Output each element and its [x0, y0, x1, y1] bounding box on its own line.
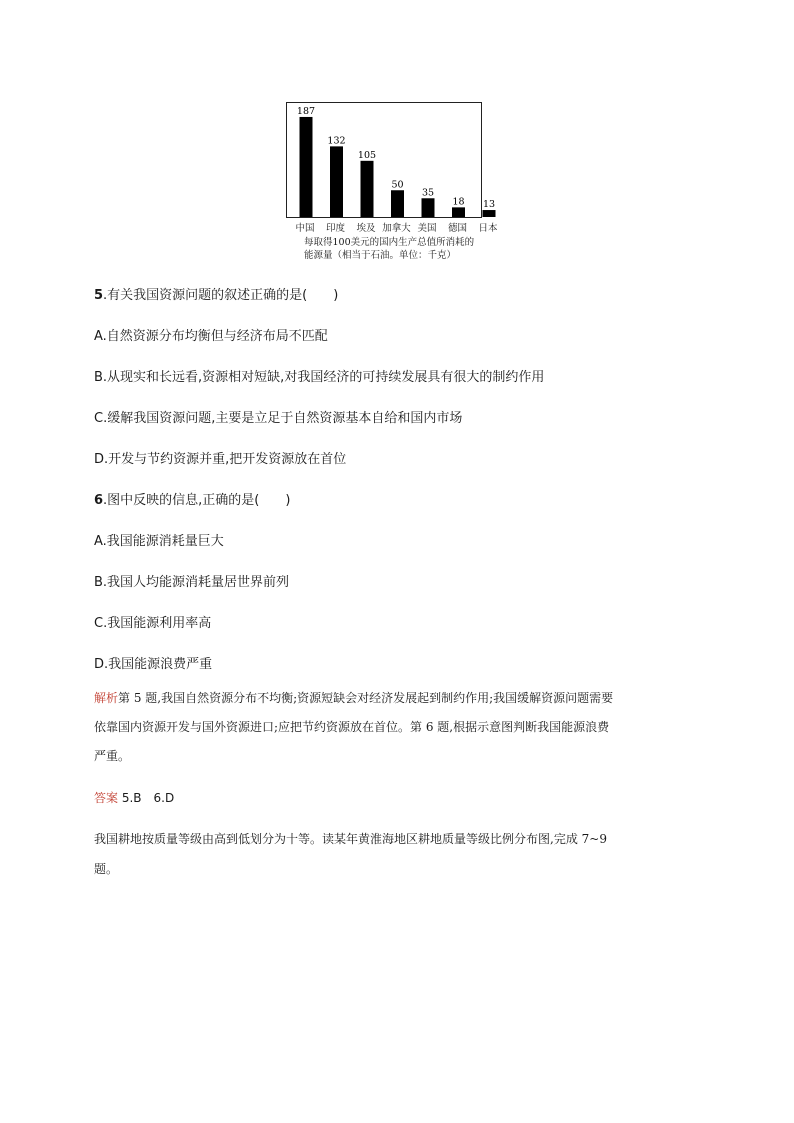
question-6 [94, 489, 290, 508]
category-label: 埃及 [356, 223, 376, 234]
question-text: .图中反映的信息,正确的是( ) [103, 493, 291, 508]
category-label: 日本 [478, 223, 498, 234]
question-text: .有关我国资源问题的叙述正确的是( ) [103, 288, 339, 303]
intro-line-2: 题。 [94, 862, 119, 876]
chart-frame [286, 102, 496, 218]
q5-option-b[interactable]: B.从现实和长远看,资源相对短缺,对我国经济的可持续发展具有很大的制约作用 [94, 370, 545, 385]
energy-chart [286, 102, 498, 261]
analysis-line-2: 依靠国内资源开发与国外资源进口;应把节约资源放在首位。第 6 题,根据示意图判断我国能源浪费 [94, 720, 610, 734]
analysis-block [94, 684, 698, 771]
bar-value-label: 35 [421, 187, 435, 199]
q6-option-c[interactable]: C.我国能源利用率高 [94, 616, 212, 631]
question-number: 6 [94, 493, 104, 508]
analysis-line-1: 解析第 5 题,我国自然资源分布不均衡;资源短缺会对经济发展起到制约作用;我国缓解资源问题需要 [94, 691, 614, 705]
caption-line-1: 每取得100美元的国内生产总值所消耗的 [304, 237, 475, 248]
intro-block [94, 824, 698, 884]
bar-value-label: 50 [391, 179, 404, 191]
category-label: 中国 [295, 223, 315, 234]
q6-option-a[interactable]: A.我国能源消耗量巨大 [94, 534, 224, 549]
analysis-line-3: 严重。 [94, 749, 131, 763]
chart-caption [304, 236, 484, 262]
q6-option-d[interactable]: D.我国能源浪费严重 [94, 657, 213, 672]
bar-6 [483, 210, 496, 217]
intro-line-1: 我国耕地按质量等级由高到低划分为十等。读某年黄淮海地区耕地质量等级比例分布图,完成 7~9 [94, 832, 607, 846]
chart-bars [287, 103, 496, 219]
answer-text: 5.B 6.D [121, 791, 175, 805]
q6-option-b[interactable]: B.我国人均能源消耗量居世界前列 [94, 575, 290, 590]
bar-value-label: 13 [482, 199, 496, 211]
answer-label: 答案 [94, 791, 119, 805]
bar-3 [391, 190, 404, 217]
category-label: 加拿大 [382, 223, 411, 234]
bar-1 [330, 146, 343, 217]
caption-line-2: 能源量（相当于石油。单位：千克） [304, 250, 457, 261]
q5-option-a[interactable]: A.自然资源分布均衡但与经济布局不匹配 [94, 329, 328, 344]
bar-5 [452, 207, 465, 217]
answer-line [94, 789, 174, 806]
bar-value-label: 132 [327, 135, 346, 147]
bar-4 [422, 198, 435, 217]
category-label: 德国 [447, 223, 468, 234]
question-number: 5 [94, 288, 104, 303]
question-5 [94, 284, 338, 303]
q5-option-d[interactable]: D.开发与节约资源并重,把开发资源放在首位 [94, 452, 347, 467]
analysis-label: 解析 [94, 691, 119, 705]
category-label: 美国 [417, 223, 437, 234]
bar-value-label: 105 [357, 149, 377, 161]
bar-value-label: 18 [452, 196, 465, 208]
bar-value-label: 187 [296, 105, 316, 117]
bar-2 [361, 161, 374, 217]
category-labels [286, 220, 498, 236]
category-label: 印度 [325, 223, 346, 234]
q5-option-c[interactable]: C.缓解我国资源问题,主要是立足于自然资源基本自给和国内市场 [94, 411, 463, 426]
bar-0 [300, 117, 313, 217]
